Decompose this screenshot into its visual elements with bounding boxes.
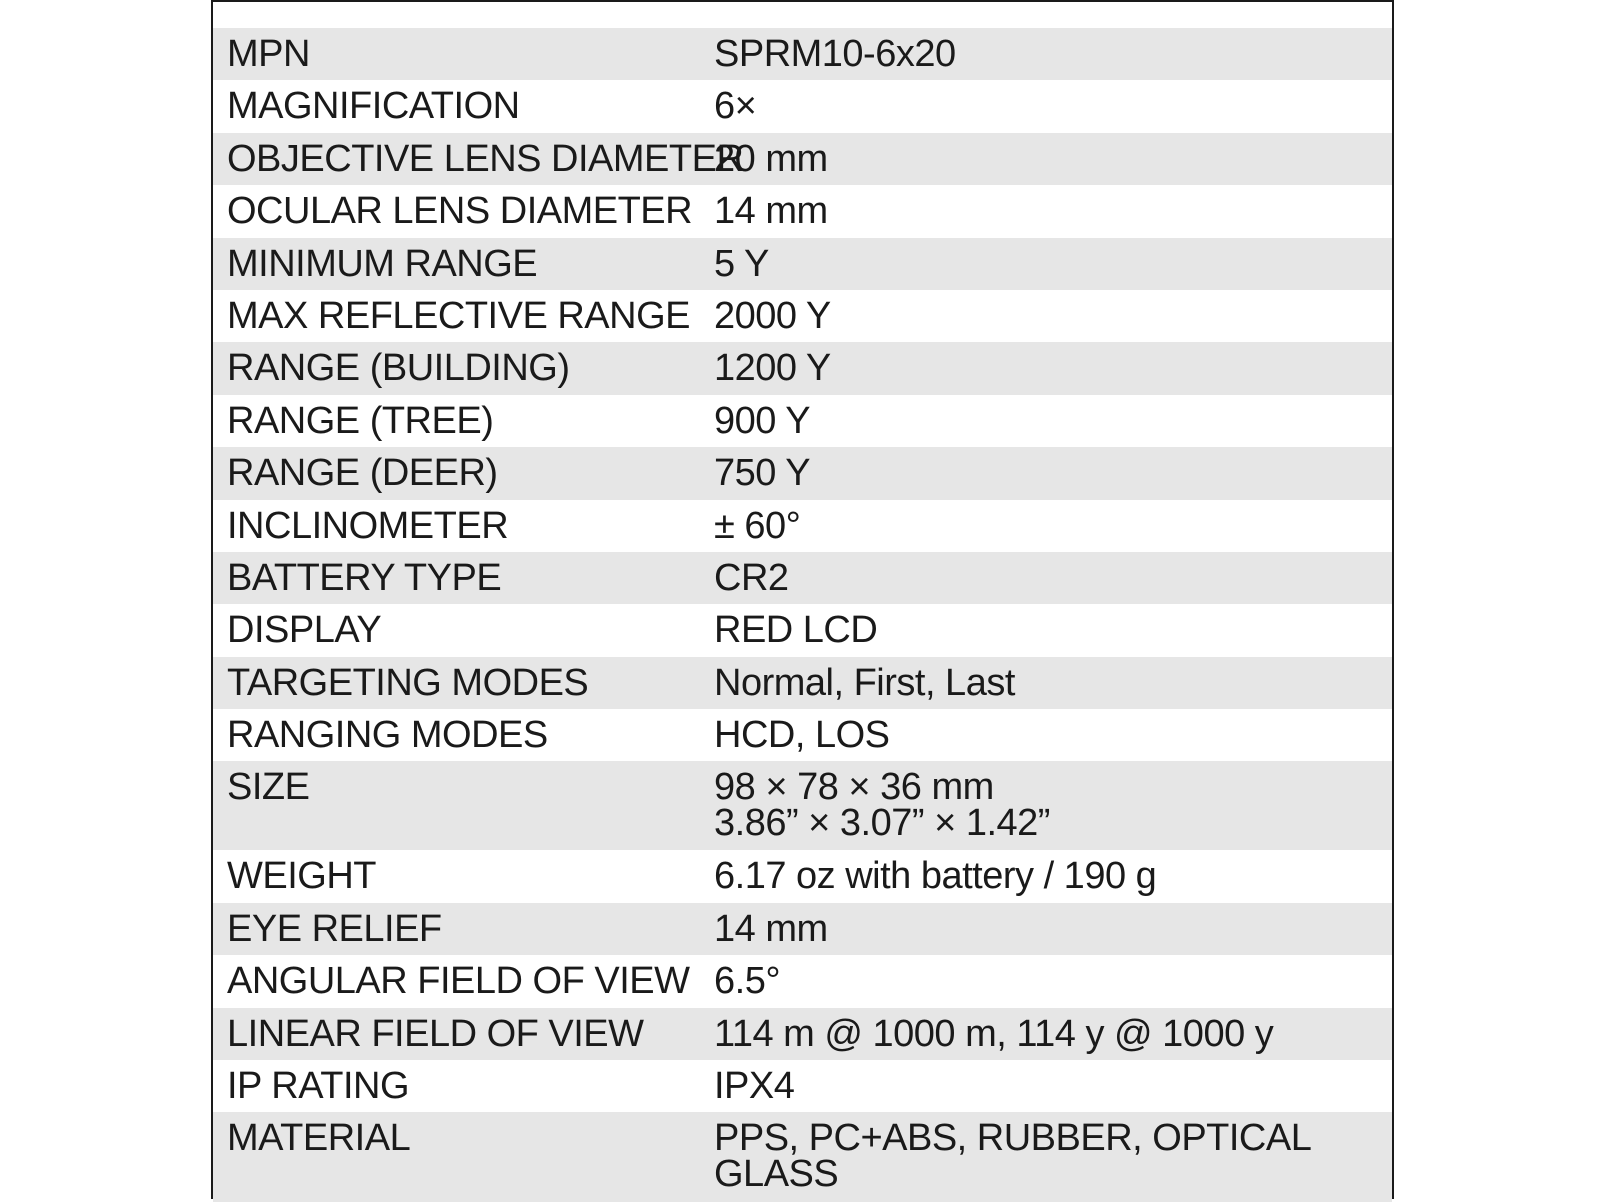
spec-row-range-tree <box>213 395 1392 447</box>
spec-value: 750 Y <box>714 452 811 495</box>
spec-value: 2000 Y <box>714 294 831 337</box>
spec-row-size <box>213 761 1392 850</box>
spec-label: EYE RELIEF <box>227 907 442 950</box>
spec-row-angular-field-of-view <box>213 955 1392 1007</box>
spec-label: MAX REFLECTIVE RANGE <box>227 294 690 337</box>
spec-value: IPX4 <box>714 1065 795 1108</box>
spec-value: 98 × 78 × 36 mm 3.86” × 3.07” × 1.42” <box>714 766 1050 845</box>
spec-row-minimum-range <box>213 238 1392 290</box>
spec-label: IP RATING <box>227 1065 410 1108</box>
spec-value: 6× <box>714 85 757 128</box>
spec-row-battery-type <box>213 552 1392 604</box>
spec-label: LINEAR FIELD OF VIEW <box>227 1012 644 1055</box>
spec-row-range-deer <box>213 447 1392 499</box>
spec-value: SPRM10-6x20 <box>714 33 956 75</box>
spec-row-eye-relief <box>213 903 1392 955</box>
spec-value: 6.17 oz with battery / 190 g <box>714 855 1157 898</box>
spec-label: DISPLAY <box>227 609 382 652</box>
spec-label: INCLINOMETER <box>227 504 509 547</box>
spec-row-linear-field-of-view <box>213 1008 1392 1060</box>
spec-value: Normal, First, Last <box>714 661 1015 704</box>
spec-value: 14 mm <box>714 907 828 950</box>
spec-row-ranging-modes <box>213 709 1392 761</box>
spec-row-mpn <box>213 28 1392 80</box>
spec-row-max-reflective-range <box>213 290 1392 342</box>
spec-label: MAGNIFICATION <box>227 85 520 128</box>
spec-value: 1200 Y <box>714 347 831 390</box>
spec-value: RED LCD <box>714 609 878 652</box>
spec-value: 20 mm <box>714 137 828 180</box>
spec-label: WEIGHT <box>227 855 376 898</box>
spec-value: CR2 <box>714 556 789 599</box>
spec-label: SIZE <box>227 766 310 809</box>
spec-row-targeting-modes <box>213 657 1392 709</box>
spec-value: 900 Y <box>714 399 811 442</box>
spec-value: HCD, LOS <box>714 714 890 757</box>
spec-value: 14 mm <box>714 190 828 233</box>
spec-row-weight <box>213 850 1392 902</box>
spec-label: RANGE (DEER) <box>227 452 498 495</box>
spec-value: 6.5° <box>714 960 781 1003</box>
spec-row-display <box>213 604 1392 656</box>
spec-label: RANGING MODES <box>227 714 548 757</box>
spec-label: RANGE (TREE) <box>227 399 494 442</box>
spec-value: PPS, PC+ABS, RUBBER, OPTICAL GLASS <box>714 1117 1312 1196</box>
spec-row-objective-lens-diameter <box>213 133 1392 185</box>
spec-value: ± 60° <box>714 504 801 547</box>
spec-label: MINIMUM RANGE <box>227 242 538 285</box>
spec-label: MPN <box>227 33 310 75</box>
spec-label: OCULAR LENS DIAMETER <box>227 190 693 233</box>
spec-label: RANGE (BUILDING) <box>227 347 570 390</box>
spec-label: ANGULAR FIELD OF VIEW <box>227 960 690 1003</box>
spec-row-ocular-lens-diameter <box>213 185 1392 237</box>
spec-value: 5 Y <box>714 242 769 285</box>
spec-row-inclinometer <box>213 500 1392 552</box>
spec-row-ip-rating <box>213 1060 1392 1112</box>
spec-row-material <box>213 1112 1392 1202</box>
spec-label: TARGETING MODES <box>227 661 589 704</box>
spec-label: OBJECTIVE LENS DIAMETER <box>227 137 744 180</box>
spec-row-range-building <box>213 342 1392 394</box>
spec-sheet <box>211 0 1394 1199</box>
spec-table <box>213 28 1392 1202</box>
spec-label: MATERIAL <box>227 1117 411 1160</box>
spec-row-magnification <box>213 80 1392 132</box>
spec-value: 114 m @ 1000 m, 114 y @ 1000 y <box>714 1012 1274 1055</box>
spec-label: BATTERY TYPE <box>227 556 502 599</box>
